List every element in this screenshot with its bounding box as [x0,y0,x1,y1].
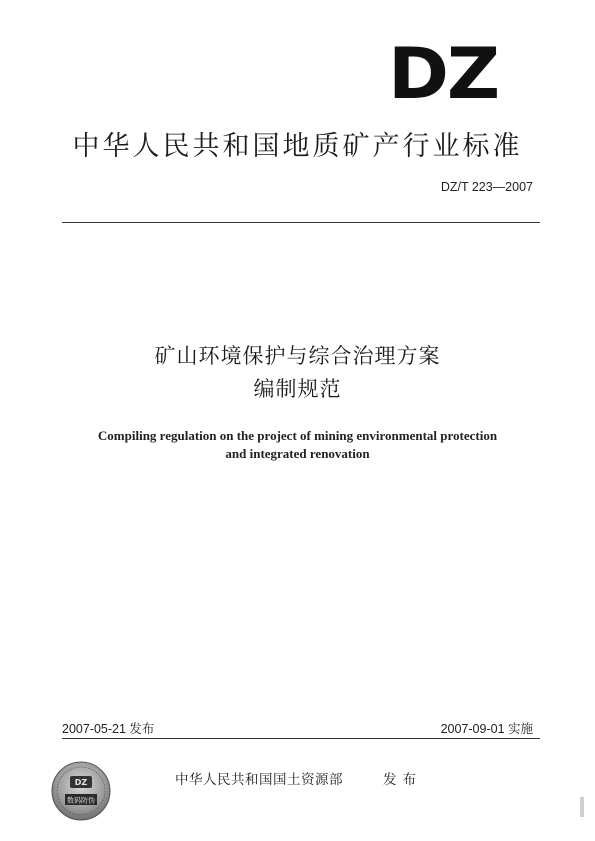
english-title-line-1: Compiling regulation on the project of mining environmental protection [97,428,498,443]
issue-date: 2007-05-21 发布 [62,722,155,736]
industry-standard-title: 中华人民共和国地质矿产行业标准 [72,131,523,162]
seal-text: 数码防伪 [67,796,95,805]
standard-code: DZ/T 223—2007 [440,180,533,194]
top-divider [62,222,540,223]
publisher-name: 中华人民共和国国土资源部 [175,772,343,788]
chinese-title-line-1: 矿山环境保护与综合治理方案 [154,344,441,368]
publish-label: 发布 [383,772,422,788]
chinese-title-line-2: 编制规范 [253,377,342,401]
implementation-date: 2007-09-01 实施 [440,722,533,736]
english-title-line-2: and integrated renovation [225,446,370,461]
scan-edge-mark [580,797,584,817]
bottom-divider [62,738,540,739]
svg-text:DZ: DZ [74,778,88,787]
anti-counterfeit-seal-icon [50,760,112,822]
dz-logo: DZ [388,33,499,115]
